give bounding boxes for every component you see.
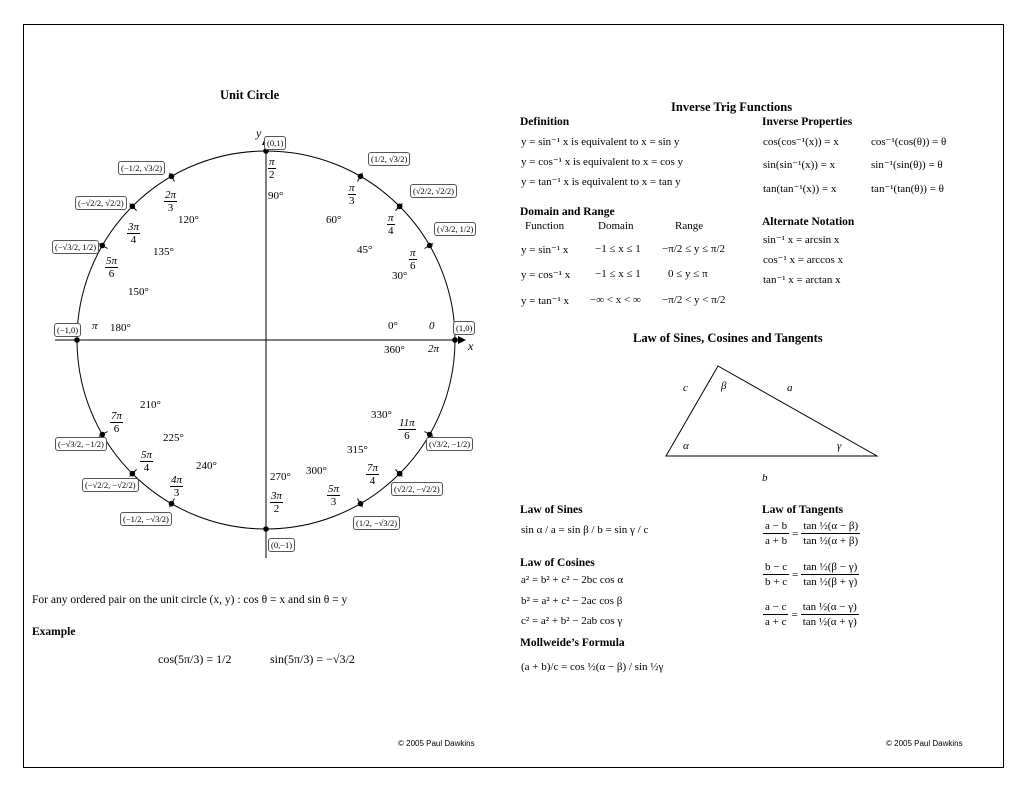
radian-denominator: 2 — [273, 503, 280, 515]
x-axis-arrow — [458, 336, 466, 344]
properties-title: Inverse Properties — [762, 116, 853, 128]
property-2a: sin(sin⁻¹(x)) = x — [763, 159, 836, 171]
fraction-numerator: b − c — [765, 561, 788, 573]
fraction — [763, 600, 788, 629]
angle-radian-30 — [409, 247, 417, 272]
circle-point-270 — [263, 526, 269, 532]
coord-point-225: (−√2/2, −√2/2) — [82, 478, 139, 492]
domain-row2-domain: −1 ≤ x ≤ 1 — [595, 268, 641, 280]
radian-numerator: 2π — [165, 189, 177, 201]
cosines-1: a² = b² + c² − 2bc cos α — [521, 574, 624, 586]
angle-degree-90: 90° — [268, 190, 284, 202]
example-eq2: sin(5π/3) = −√3/2 — [270, 652, 355, 666]
angle-radian-330 — [398, 417, 416, 442]
radian-numerator: 5π — [106, 255, 118, 267]
angle-radian-180 — [92, 320, 98, 332]
domain-row3-domain: −∞ < x < ∞ — [590, 294, 641, 306]
tangents-2 — [763, 560, 859, 589]
radian-numerator: 5π — [328, 483, 340, 495]
fraction-numerator: a − b — [765, 520, 788, 532]
radian-numerator: π — [410, 247, 416, 259]
radian-numerator: 5π — [141, 449, 153, 461]
fraction-denominator: a + b — [765, 535, 788, 547]
fraction — [801, 560, 859, 589]
definition-1: y = sin⁻¹ x is equivalent to x = sin y — [521, 136, 680, 148]
triangle-angle-alpha: α — [683, 440, 689, 452]
circle-point-240 — [169, 501, 175, 507]
domain-row2-fn: y = cos⁻¹ x — [521, 269, 571, 281]
radian-denominator: 6 — [108, 268, 115, 280]
coord-point-150: (−√3/2, 1/2) — [52, 240, 99, 254]
radian-denominator: 6 — [113, 423, 120, 435]
coord-point-315: (√2/2, −√2/2) — [391, 482, 443, 496]
coord-point-300: (1/2, −√3/2) — [353, 516, 400, 530]
angle-degree-45: 45° — [357, 244, 373, 256]
alt-1: sin⁻¹ x = arcsin x — [763, 234, 840, 246]
radian-numerator: 7π — [367, 462, 379, 474]
fraction — [801, 519, 860, 548]
ordered-pair-text: For any ordered pair on the unit circle (x, y) : cos θ = x and sin θ = y — [32, 594, 348, 606]
angle-degree-270: 270° — [270, 471, 291, 483]
x-axis-label: x — [468, 339, 474, 353]
alt-2: cos⁻¹ x = arccos x — [763, 254, 844, 266]
triangle-side-b: b — [762, 472, 768, 484]
y-axis-label: y — [256, 126, 262, 140]
circle-point-225 — [130, 471, 136, 477]
circle-point-45 — [397, 204, 403, 210]
angle-degree-330: 330° — [371, 409, 392, 421]
radian-denominator: 6 — [404, 430, 410, 442]
angle-degree-360: 360° — [384, 344, 405, 356]
circle-point-135 — [130, 204, 136, 210]
angle-radian-135 — [127, 221, 140, 246]
circle-point-0 — [452, 337, 458, 343]
cosines-3: c² = a² + b² − 2ab cos γ — [521, 615, 623, 627]
property-3a: tan(tan⁻¹(x)) = x — [763, 183, 837, 195]
tangents-1 — [763, 519, 860, 548]
domain-row1-fn: y = sin⁻¹ x — [521, 244, 569, 256]
circle-point-315 — [397, 471, 403, 477]
fraction — [763, 519, 789, 548]
radian-numerator: 7π — [111, 410, 123, 422]
copyright-left: © 2005 Paul Dawkins — [398, 739, 475, 748]
radian-denominator: 4 — [388, 225, 394, 237]
angle-radian-0 — [429, 320, 435, 332]
cosines-2: b² = a² + c² − 2ac cos β — [521, 595, 623, 607]
coord-point-60: (1/2, √3/2) — [368, 152, 410, 166]
fraction — [763, 560, 789, 589]
fraction — [801, 600, 859, 629]
angle-radian-240 — [170, 474, 183, 499]
coord-point-210: (−√3/2, −1/2) — [55, 437, 107, 451]
alt-title: Alternate Notation — [762, 216, 855, 228]
domain-row1-domain: −1 ≤ x ≤ 1 — [595, 243, 641, 255]
radian-denominator: 3 — [330, 496, 337, 508]
coord-point-270: (0,−1) — [268, 538, 295, 552]
radian-denominator: 4 — [130, 234, 137, 246]
angle-radian-90 — [268, 156, 276, 181]
example-eq1: cos(5π/3) = 1/2 — [158, 652, 232, 666]
domain-title: Domain and Range — [520, 206, 615, 218]
angle-radian-225 — [140, 449, 153, 474]
radian-numerator: 3π — [271, 490, 283, 502]
coord-point-45: (√2/2, √2/2) — [410, 184, 457, 198]
property-3b: tan⁻¹(tan(θ)) = θ — [871, 183, 944, 195]
circle-point-30 — [427, 243, 433, 249]
angle-degree-225: 225° — [163, 432, 184, 444]
property-1b: cos⁻¹(cos(θ)) = θ — [871, 136, 947, 148]
property-2b: sin⁻¹(sin(θ)) = θ — [871, 159, 943, 171]
radian-denominator: 3 — [173, 487, 180, 499]
angle-degree-0: 0° — [388, 320, 398, 332]
property-1a: cos(cos⁻¹(x)) = x — [763, 136, 839, 148]
coord-point-120: (−1/2, √3/2) — [118, 161, 165, 175]
fraction-denominator: tan ½(α + β) — [803, 535, 859, 547]
domain-row2-range: 0 ≤ y ≤ π — [668, 268, 708, 280]
domain-header-range: Range — [675, 220, 704, 232]
copyright-right: © 2005 Paul Dawkins — [886, 739, 963, 748]
radian-denominator: 4 — [369, 475, 376, 487]
radian-denominator: 4 — [143, 462, 150, 474]
angle-degree-60: 60° — [326, 214, 342, 226]
radian-numerator: 3π — [128, 221, 140, 233]
angle-radian-315 — [366, 462, 379, 487]
angle-radian-150 — [105, 255, 118, 280]
fraction-numerator: a − c — [765, 601, 787, 613]
unit-circle-title: Unit Circle — [220, 88, 280, 102]
mollweide-title: Mollweide’s Formula — [520, 637, 625, 649]
inverse-title: Inverse Trig Functions — [671, 100, 793, 114]
domain-row3-fn: y = tan⁻¹ x — [521, 295, 569, 307]
radian-numerator: 2π — [428, 343, 440, 355]
domain-header-domain: Domain — [598, 220, 634, 232]
triangle-side-c: c — [683, 382, 688, 394]
radian-numerator: π — [388, 212, 394, 224]
circle-point-120 — [169, 174, 175, 180]
example-title: Example — [32, 626, 76, 638]
definition-2: y = cos⁻¹ x is equivalent to x = cos y — [521, 156, 684, 168]
fraction-numerator: tan ½(α − β) — [803, 520, 859, 532]
coord-point-135: (−√2/2, √2/2) — [75, 196, 127, 210]
fraction-denominator: tan ½(α + γ) — [802, 616, 857, 628]
circle-point-150 — [100, 243, 106, 249]
angle-degree-240: 240° — [196, 460, 217, 472]
sines-formula: sin α / a = sin β / b = sin γ / c — [521, 524, 649, 536]
fraction-denominator: b + c — [765, 576, 788, 588]
radian-denominator: 3 — [167, 202, 174, 214]
angle-degree-210: 210° — [140, 399, 161, 411]
domain-row3-range: −π/2 < y < π/2 — [662, 294, 726, 306]
radian-denominator: 3 — [349, 195, 355, 207]
angle-degree-30: 30° — [392, 270, 408, 282]
radian-numerator: 0 — [429, 320, 435, 332]
definition-title: Definition — [520, 116, 570, 128]
angle-degree-135: 135° — [153, 246, 174, 258]
coord-point-30: (√3/2, 1/2) — [434, 222, 476, 236]
angle-degree-300: 300° — [306, 465, 327, 477]
angle-degree-315: 315° — [347, 444, 368, 456]
angle-radian-60 — [348, 182, 356, 207]
fraction-denominator: tan ½(β + γ) — [803, 576, 858, 588]
alt-3: tan⁻¹ x = arctan x — [763, 274, 841, 286]
triangle-side-a: a — [787, 382, 793, 394]
angle-degree-180: 180° — [110, 322, 131, 334]
circle-point-180 — [74, 337, 80, 343]
triangle-angle-gamma: γ — [837, 440, 842, 452]
angle-radian-300 — [327, 483, 340, 508]
angle-radian-270 — [270, 490, 283, 515]
angle-radian-360 — [428, 343, 439, 355]
coord-point-240: (−1/2, −√3/2) — [120, 512, 172, 526]
triangle — [666, 366, 877, 456]
domain-row1-range: −π/2 ≤ y ≤ π/2 — [662, 243, 725, 255]
fraction-denominator: a + c — [765, 616, 787, 628]
radian-numerator: π — [92, 320, 98, 332]
radian-numerator: π — [349, 182, 355, 194]
mollweide-formula: (a + b)/c = cos ½(α − β) / sin ½γ — [521, 661, 664, 673]
fraction-numerator: tan ½(α − γ) — [802, 601, 857, 613]
angle-radian-210 — [110, 410, 123, 435]
circle-point-300 — [358, 501, 364, 507]
tangents-3 — [763, 600, 859, 629]
fraction-numerator: tan ½(β − γ) — [803, 561, 858, 573]
equals-sign: = — [792, 527, 799, 540]
equals-sign: = — [791, 608, 798, 621]
coord-point-330: (√3/2, −1/2) — [426, 437, 473, 451]
sines-title: Law of Sines — [520, 504, 583, 516]
angle-degree-150: 150° — [128, 286, 149, 298]
angle-radian-45 — [387, 212, 395, 237]
triangle-angle-beta: β — [721, 380, 727, 392]
coord-point-0: (1,0) — [453, 321, 475, 335]
angle-radian-120 — [164, 189, 177, 214]
angle-degree-120: 120° — [178, 214, 199, 226]
cosines-title: Law of Cosines — [520, 557, 595, 569]
radian-numerator: π — [269, 156, 275, 168]
equals-sign: = — [792, 568, 799, 581]
radian-numerator: 4π — [171, 474, 183, 486]
radian-denominator: 6 — [410, 260, 416, 272]
definition-3: y = tan⁻¹ x is equivalent to x = tan y — [521, 176, 681, 188]
circle-point-60 — [358, 174, 364, 180]
radian-denominator: 2 — [269, 169, 275, 181]
tangents-title: Law of Tangents — [762, 504, 844, 516]
coord-point-180: (−1,0) — [54, 323, 81, 337]
laws-title: Law of Sines, Cosines and Tangents — [633, 331, 823, 345]
domain-header-function: Function — [525, 220, 565, 232]
radian-numerator: 11π — [399, 417, 415, 429]
coord-point-90: (0,1) — [264, 136, 286, 150]
